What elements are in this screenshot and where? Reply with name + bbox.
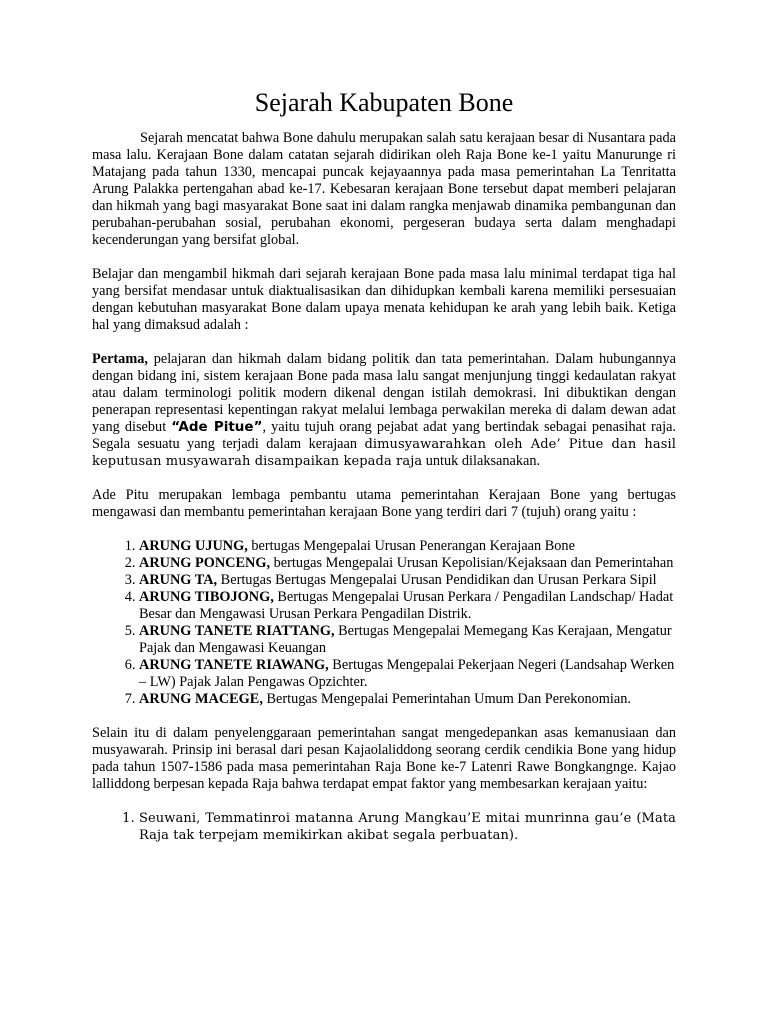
list-item-desc: Bertugas Mengepalai Pemerintahan Umum Dan Perekonomian. — [262, 691, 631, 707]
paragraph-kajaolaliddong: Selain itu di dalam penyelenggaraan pemerintahan sangat mengedepankan asas kemanusiaan dan musyawarah. Prinsip ini berasal dari pesan Kajaolaliddong seorang cerdik cendikia Bone yang hidup pada tahun 1507-1586 pada masa pemerintahan Raja Bone ke-7 Latenri Rawe Bongkangnge. Kajao lalliddong berpesan kepada Raja bahwa terdapat empat faktor yang membesarkan kerajaan yaitu: — [92, 725, 676, 792]
list-item: 1. Seuwani, Temmatinroi matanna Arung Mangkau’E mitai munrinna gau’e (Mata Raja tak terpejam memikirkan akibat segala perbuatan). — [139, 810, 676, 844]
list-item-name: ARUNG TANETE RIAWANG, — [139, 657, 329, 673]
faktor-list — [92, 810, 676, 844]
paragraph-pertama — [92, 351, 676, 470]
list-item-desc: Bertugas Mengepalai Urusan Perkara / Pengadilan Landschap/ Hadat Besar dan Mengawasi Urusan Perkara Pengadilan Distrik. — [139, 589, 674, 622]
paragraph-ade-pitu: Ade Pitu merupakan lembaga pembantu utama pemerintahan Kerajaan Bone yang bertugas mengawasi dan membantu pemerintahan kerajaan Bone yang terdiri dari 7 (tujuh) orang yaitu : — [92, 487, 676, 520]
pertama-text-c: dimusyawarahkan oleh Ade’ Pitue dan hasil keputusan musyawarah disampaikan kepada raja — [92, 437, 677, 469]
list-item-name: ARUNG TIBOJONG, — [139, 589, 274, 605]
pertama-text-b: , yaitu tujuh orang pejabat adat yang bertindak sebagai penasihat raja. Segala sesuatu yang terjadi dalam kerajaan — [92, 419, 676, 452]
list-item — [139, 691, 676, 708]
page-title: Sejarah Kabupaten Bone — [254, 88, 514, 117]
ade-pitue-quote: “Ade Pitue” — [171, 419, 263, 435]
list-item-name: ARUNG TA, — [139, 572, 218, 588]
pertama-text-a: pelajaran dan hikmah dalam bidang politik dan tata pemerintahan. Dalam hubungannya dengan bidang ini, sistem kerajaan Bone pada masa lalu sangat menjunjung tinggi kedaulatan rakyat atau dalam terminologi politik modern dikenal dengan istilah demokrasi. Ini dibuktikan dengan penerapan representasi kepentingan rakyat melalui lembaga perwakilan mereka di dalam dewan adat yang disebut — [92, 351, 676, 435]
list-item-desc: bertugas Mengepalai Urusan Kepolisian/Kejaksaan dan Pemerintahan — [270, 555, 674, 571]
pertama-lead: Pertama, — [92, 351, 148, 367]
list-item — [139, 555, 676, 572]
list-item-name: ARUNG MACEGE, — [139, 691, 263, 707]
list-item — [139, 623, 676, 657]
list-item — [139, 589, 676, 623]
list-item — [139, 572, 676, 589]
ade-pitu-list — [92, 538, 676, 708]
list-item — [139, 657, 676, 691]
list-item-name: ARUNG PONCENG, — [139, 555, 271, 571]
list-item-name: ARUNG TANETE RIATTANG, — [139, 623, 335, 639]
list-item-desc: Bertugas Mengepalai Memegang Kas Kerajaan, Mengatur Pajak dan Mengawasi Keuangan — [139, 623, 672, 656]
list-item-desc: Bertugas Mengepalai Pekerjaan Negeri (Landsahap Werken – LW) Pajak Jalan Pengawas Opzichter. — [139, 657, 675, 690]
paragraph-intro: Sejarah mencatat bahwa Bone dahulu merupakan salah satu kerajaan besar di Nusantara pada masa lalu. Kerajaan Bone dalam catatan sejarah didirikan oleh Raja Bone ke-1 yaitu Manurunge ri Matajang pada tahun 1330, mencapai puncak kejayaannya pada masa pemerintahan La Tenritatta Arung Palakka pertengahan abad ke-17. Kebesaran kerajaan Bone tersebut dapat memberi pelajaran dan hikmah yang bagi masyarakat Bone saat ini dalam rangka menjawab dinamika pembangunan dan perubahan-perubahan sosial, perubahan ekonomi, pergeseran budaya serta dalam menghadapi kecenderungan yang bersifat global. — [92, 130, 676, 248]
pertama-text-d: untuk dilaksanakan. — [422, 453, 541, 469]
paragraph-lessons: Belajar dan mengambil hikmah dari sejarah kerajaan Bone pada masa lalu minimal terdapat tiga hal yang bersifat mendasar untuk diaktualisasikan dan dihidupkan kembali karena memiliki persesuaian dengan kebutuhan masyarakat Bone dalam upaya menata kehidupan ke arah yang lebih baik. Ketiga hal yang dimaksud adalah : — [92, 266, 676, 333]
list-item-desc: Bertugas Bertugas Mengepalai Urusan Pendidikan dan Urusan Perkara Sipil — [217, 572, 657, 588]
list-item-name: ARUNG UJUNG, — [139, 538, 248, 554]
list-item — [139, 538, 676, 555]
list-item-desc: bertugas Mengepalai Urusan Penerangan Kerajaan Bone — [247, 538, 575, 554]
